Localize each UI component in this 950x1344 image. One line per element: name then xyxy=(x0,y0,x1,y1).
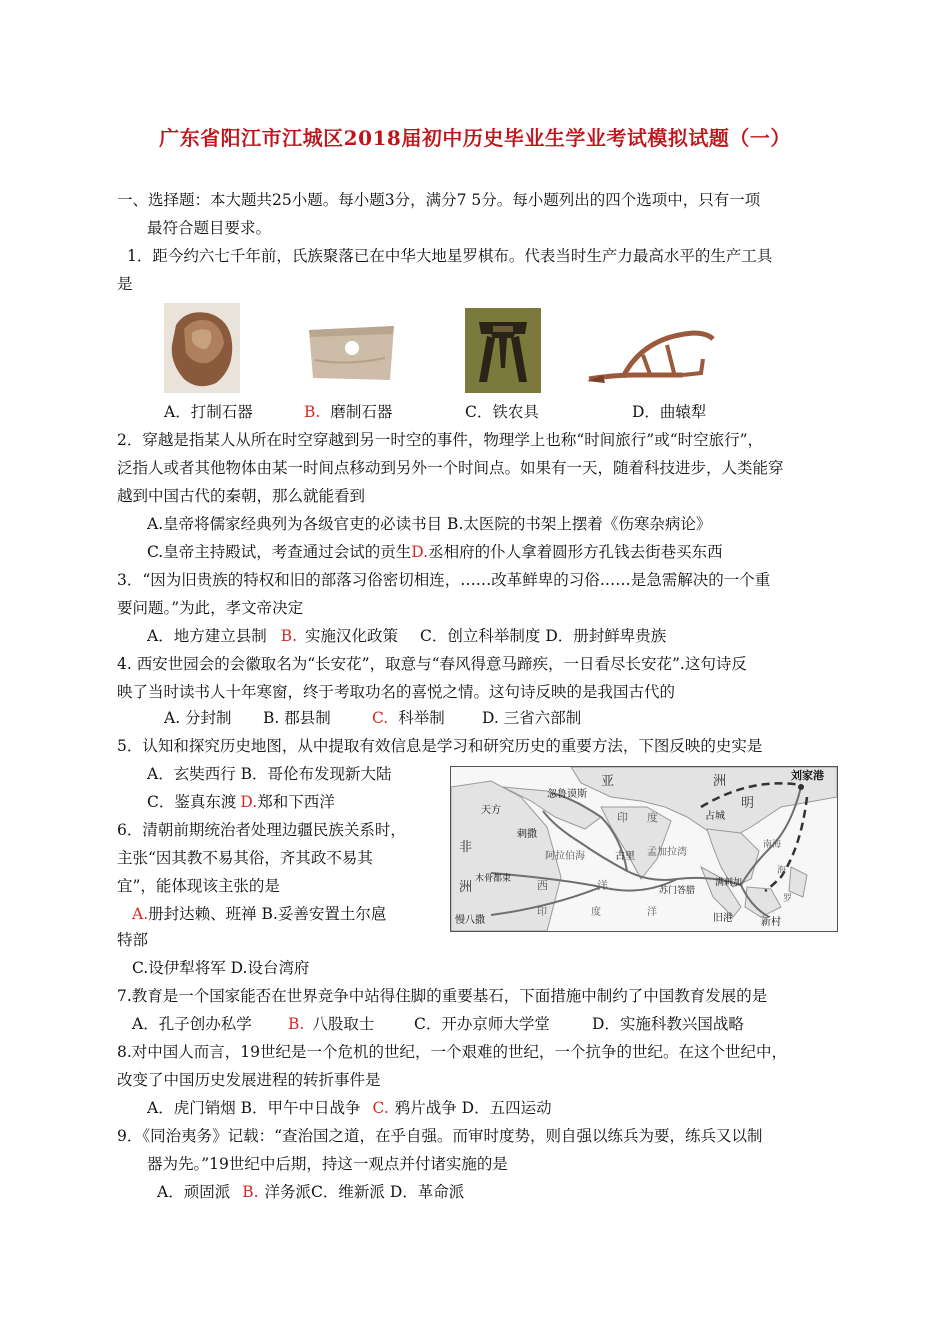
map-label-io1: 印 xyxy=(537,907,547,918)
q7-option-b xyxy=(288,1014,374,1034)
map-label-asia2: 洲 xyxy=(713,774,727,789)
map-label-io2: 度 xyxy=(591,907,601,918)
q9-option-bcd-text: 洋务派C．维新派 D．革命派 xyxy=(264,1183,465,1201)
map-label-west: 西 xyxy=(537,879,548,892)
q9-option-a: A．顽固派 xyxy=(157,1183,231,1201)
q1-option-b xyxy=(304,402,392,422)
map-label-zhou: 洲 xyxy=(459,880,473,895)
q2-stem-line1: 2．穿越是指某人从所在时空穿越到另一时空的事件，物理学上也称“时间旅行”或“时空旅行”， xyxy=(117,431,764,449)
q8-stem-line1: 8.对中国人而言，19世纪是一个危机的世纪，一个艰难的世纪，一个抗争的世纪。在这个世纪中， xyxy=(117,1043,788,1061)
map-label-sea: 海 xyxy=(777,866,787,876)
chipped-stone-tool-image xyxy=(164,303,240,393)
q2-answer-letter: D. xyxy=(411,543,429,561)
q7-stem-line1: 7.教育是一个国家能否在世界竞争中站得住脚的重要基石，下面措施中制约了中国教育发展的是 xyxy=(117,987,768,1005)
q4-stem-line1: 4. 西安世园会的会徽取名为“长安花”，取意与“春风得意马蹄疾，一日看尽长安花”.这句诗反 xyxy=(117,655,747,673)
q7-option-c: C．开办京师大学堂 xyxy=(414,1015,550,1033)
q1-option-d: D．曲辕犁 xyxy=(632,403,707,421)
map-label-io3: 洋 xyxy=(647,907,657,918)
map-label-mogadishu: 木骨都束 xyxy=(475,874,512,884)
q6-stem-line1: 6．清朝前期统治者处理边疆民族关系时， xyxy=(117,821,406,839)
map-label-tianfang: 天方 xyxy=(481,805,501,816)
q9-stem-line1: 9．《同治夷务》记载：“查治国之道，在乎自强。而审时度势，则自强以练兵为要，练兵又以制 xyxy=(117,1127,763,1145)
q9-answer-letter: B. xyxy=(242,1183,259,1201)
q1-option-c: C．铁农具 xyxy=(465,403,539,421)
q4-option-a: A. 分封制 xyxy=(164,709,232,727)
map-label-ming: 明 xyxy=(741,796,755,811)
q9-options xyxy=(157,1182,464,1202)
q2-options-ab: A.皇帝将儒家经典列为各级官吏的必读书目 B.太医院的书架上摆着《伤寒杂病论》 xyxy=(147,515,712,533)
q2-stem-line2: 泛指人或者其他物体由某一时间点移动到另外一个时间点。如果有一天，随着科技进步，人类能穿 xyxy=(117,459,784,477)
map-label-zhancheng: 占城 xyxy=(705,811,725,822)
q3-options xyxy=(147,626,666,646)
map-label-malindi: 慢八撒 xyxy=(455,915,485,926)
map-label-jiugang: 旧港 xyxy=(713,913,733,924)
map-label-nanhai: 南海 xyxy=(763,840,782,850)
q4-option-c xyxy=(372,708,445,728)
q8-stem-line2: 改变了中国历史发展进程的转折事件是 xyxy=(117,1071,381,1089)
map-label-bengal: 孟加拉湾 xyxy=(647,847,687,858)
q8-option-cd-text: 鸦片战争 D．五四运动 xyxy=(394,1099,552,1117)
q7-option-a: A．孔子创办私学 xyxy=(132,1015,252,1033)
q4-answer-letter: C. xyxy=(372,709,389,727)
map-label-india1: 印 xyxy=(617,811,628,824)
q1-option-b-text: 磨制石器 xyxy=(330,403,393,421)
map-label-sumatra: 苏门答腊 xyxy=(659,886,696,896)
q2-options-cd xyxy=(147,542,723,562)
map-label-ocean: 洋 xyxy=(597,879,608,892)
polished-stone-tool-image xyxy=(305,320,398,382)
map-label-liujiagang: 刘家港 xyxy=(791,769,824,782)
q5-options-ab: A．玄奘西行 B．哥伦布发现新大陆 xyxy=(147,765,392,783)
page-title: 广东省阳江市江城区2018届初中历史毕业生学业考试模拟试题（一） xyxy=(159,126,791,150)
q8-options xyxy=(147,1098,552,1118)
q4-stem-line2: 映了当时读书人十年寒窗，终于考取功名的喜悦之情。这句诗反映的是我国古代的 xyxy=(117,683,676,701)
q7-option-b-text: 八股取士 xyxy=(312,1015,375,1033)
q1-answer-letter: B. xyxy=(304,403,321,421)
map-label-hormuz: 忽鲁谟斯 xyxy=(547,789,587,800)
q3-options-cd: C．创立科举制度 D．册封鲜卑贵族 xyxy=(420,627,667,645)
q3-stem-line2: 要问题。”为此，孝文帝决定 xyxy=(117,599,304,617)
q5-option-c: C．鉴真东渡 xyxy=(147,793,237,811)
curved-shaft-plow-image xyxy=(583,325,718,387)
section-instructions-line1: 一、选择题：本大题共25小题。每小题3分，满分7 5分。每小题列出的四个选项中，只有一项 xyxy=(117,191,761,209)
q1-option-a: A．打制石器 xyxy=(164,403,253,421)
q6-stem-line3: 宜”，能体现该主张的是 xyxy=(117,877,280,895)
q6-option-ab-text: 册封达赖、班禅 B.妥善安置土尔扈 xyxy=(148,905,387,923)
q5-option-d-text: 郑和下西洋 xyxy=(257,793,335,811)
q5-answer-letter: D. xyxy=(240,793,258,811)
map-label-india2: 度 xyxy=(647,811,658,824)
q4-option-c-text: 科举制 xyxy=(398,709,445,727)
q2-stem-line3: 越到中国古代的秦朝，那么就能看到 xyxy=(117,487,366,505)
q6-options-ab xyxy=(132,904,386,924)
q5-options-cd xyxy=(147,792,335,812)
q3-option-a: A．地方建立县制 xyxy=(147,627,267,645)
q2-option-d-text: 丞相府的仆人拿着圆形方孔钱去街巷买东西 xyxy=(428,543,723,561)
q3-option-b-text: 实施汉化政策 xyxy=(305,627,399,645)
q8-answer-letter: C. xyxy=(372,1099,389,1117)
q8-options-ab: A．虎门销烟 B．甲午中日战争 xyxy=(147,1099,361,1117)
map-label-fei: 非 xyxy=(459,840,473,855)
map-label-lasa: 剌撒 xyxy=(517,829,537,840)
map-label-malacca: 满剌加 xyxy=(715,878,743,888)
q5-stem-line1: 5．认知和探究历史地图，从中提取有效信息是学习和研究历史的重要方法，下图反映的史实是 xyxy=(117,737,763,755)
map-label-guli: 古里 xyxy=(615,851,635,862)
map-label-arabian: 阿拉伯海 xyxy=(545,851,585,862)
q7-option-d: D．实施科教兴国战略 xyxy=(592,1015,744,1033)
map-label-asia1: 亚 xyxy=(601,774,615,789)
q2-option-c: C.皇帝主持殿试，考查通过会试的贡生 xyxy=(147,543,412,561)
q6-answer-letter: A. xyxy=(132,905,149,923)
zheng-he-voyage-map xyxy=(450,766,838,932)
q1-stem-line1: 1．距今约六七千年前，氏族聚落已在中华大地星罗棋布。代表当时生产力最高水平的生产工具 xyxy=(127,247,773,265)
q9-stem-line2: 器为先。”19世纪中后期，持这一观点并付诸实施的是 xyxy=(147,1155,508,1173)
section-instructions-line2: 最符合题目要求。 xyxy=(147,219,272,237)
map-label-xincun: 新村 xyxy=(761,917,781,928)
q6-stem-line5: 特部 xyxy=(117,931,149,949)
q6-options-cd: C.设伊犁将军 D.设台湾府 xyxy=(132,959,310,977)
q3-answer-letter: B. xyxy=(280,627,298,645)
iron-farm-tool-image xyxy=(465,308,541,393)
map-label-luo: 罗 xyxy=(783,894,793,904)
q7-answer-letter: B. xyxy=(288,1015,305,1033)
q4-option-b: B. 郡县制 xyxy=(263,709,331,727)
q3-stem-line1: 3．“因为旧贵族的特权和旧的部落习俗密切相连，……改革鲜卑的习俗……是急需解决的一个重 xyxy=(117,571,771,589)
q4-option-d: D. 三省六部制 xyxy=(482,709,582,727)
q6-stem-line2: 主张“因其教不易其俗，齐其政不易其 xyxy=(117,849,373,867)
q1-stem-line2: 是 xyxy=(117,275,133,293)
